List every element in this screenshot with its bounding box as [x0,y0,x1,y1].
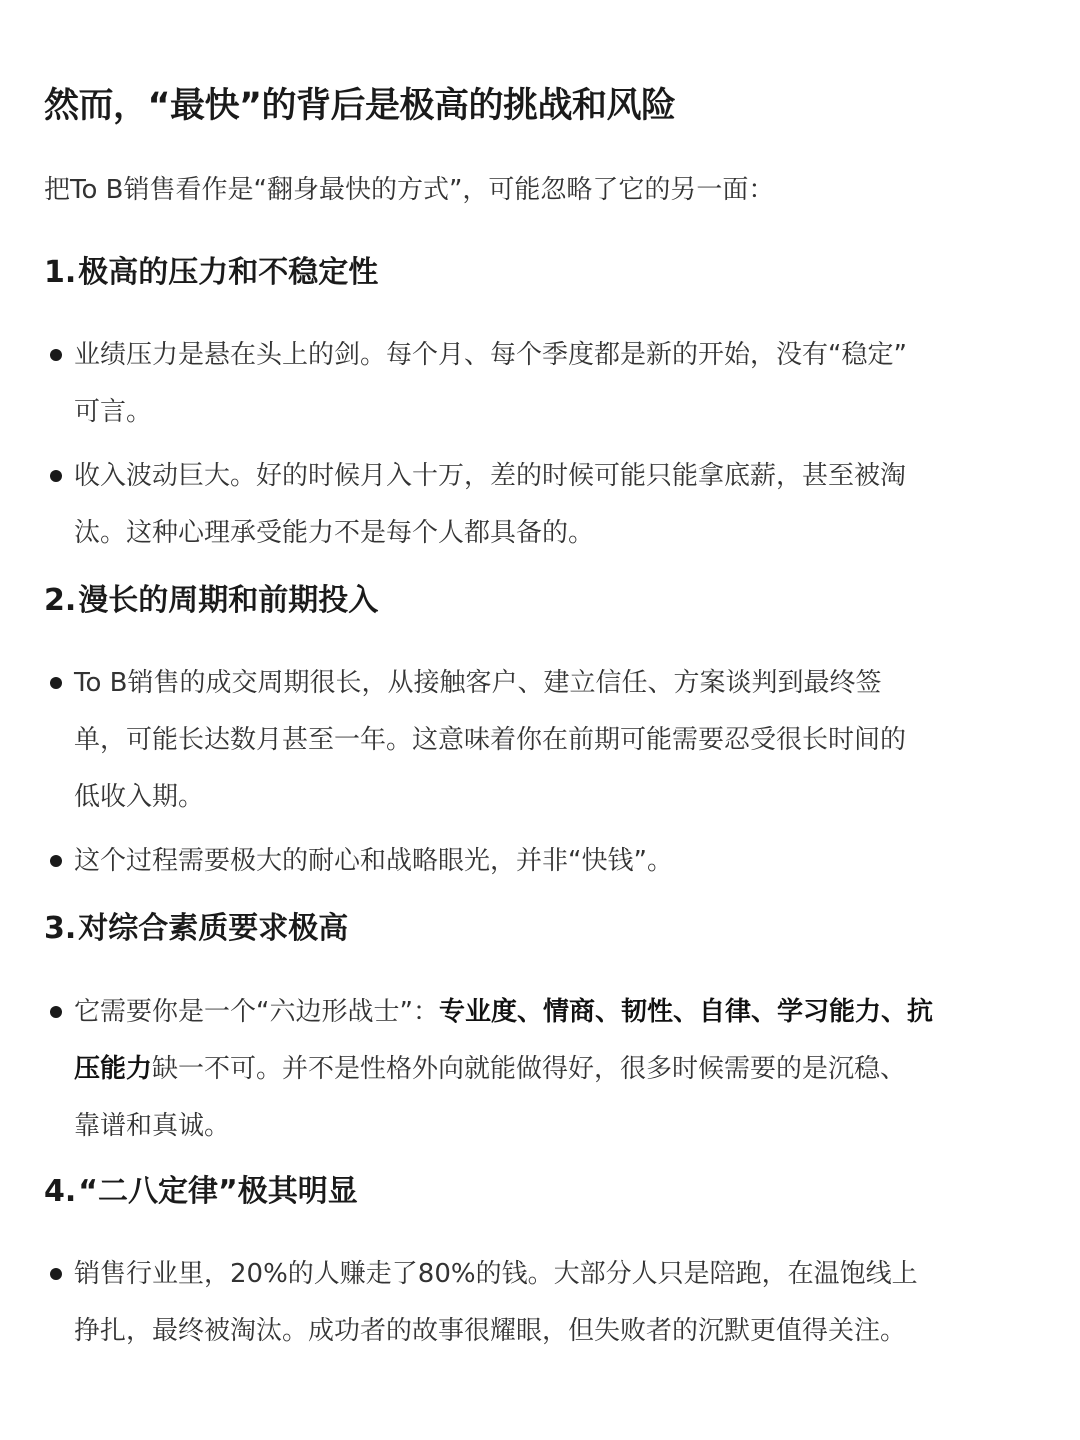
bullet-dot [50,1268,62,1280]
section-number: 3. [44,911,77,946]
section-heading-3 [44,905,348,953]
list-item-line: 靠谱和真诚。 [74,1111,231,1141]
intro-text: 把To B销售看作是“翻身最快的方式”，可能忽略了它的另一面： [44,175,775,205]
text-segment: 缺一不可。并不是性格外向就能做得好，很多时候需要的是沉稳、 [152,1054,907,1084]
section-title: 对综合素质要求极高 [78,911,349,946]
list-item [44,984,1024,1155]
section-number: 1. [44,255,77,290]
list-item-line [74,1041,1024,1098]
section-title: 漫长的周期和前期投入 [78,583,379,618]
bullet-dot [50,470,62,482]
list-item [44,833,1024,890]
section-number: 4. [44,1174,77,1209]
bullet-dot [50,349,62,361]
list-item-line: 低收入期。 [74,782,205,812]
list-item-line: 收入波动巨大。好的时候月入十万，差的时候可能只能拿底薪，甚至被淘 [74,461,907,491]
section-heading-4 [44,1168,358,1216]
section-heading-2 [44,577,378,625]
page-title: 然而，“最快”的背后是极高的挑战和风险 [44,86,676,126]
section-title: “二八定律”极其明显 [78,1174,358,1209]
bullet-dot [50,855,62,867]
bullet-dot [50,677,62,689]
list-item-line: 可言。 [74,397,153,427]
list-item [44,1246,1024,1360]
list-item [44,655,1024,826]
section-heading-1 [44,249,378,297]
section-number: 2. [44,583,77,618]
bullet-dot [50,1006,62,1018]
list-item-line: To B销售的成交周期很长，从接触客户、建立信任、方案谈判到最终签 [74,668,882,698]
emphasis-text: 专业度、情商、韧性、自律、学习能力、抗 [438,997,933,1027]
list-item-line: 业绩压力是悬在头上的剑。每个月、每个季度都是新的开始，没有“稳定” [74,340,907,370]
list-item-line: 单，可能长达数月甚至一年。这意味着你在前期可能需要忍受很长时间的 [74,725,907,755]
list-item-line: 挣扎，最终被淘汰。成功者的故事很耀眼，但失败者的沉默更值得关注。 [74,1316,907,1346]
list-item-line: 销售行业里，20%的人赚走了80%的钱。大部分人只是陪跑，在温饱线上 [74,1259,918,1289]
section-title: 极高的压力和不稳定性 [78,255,379,290]
list-item [44,448,1024,562]
list-item [44,327,1024,441]
list-item-line: 汰。这种心理承受能力不是每个人都具备的。 [74,518,595,548]
list-item-line [74,984,1024,1041]
emphasis-text: 压能力 [74,1054,153,1084]
list-item-line: 这个过程需要极大的耐心和战略眼光，并非“快钱”。 [74,846,673,876]
text-segment: 它需要你是一个“六边形战士”： [74,997,439,1027]
